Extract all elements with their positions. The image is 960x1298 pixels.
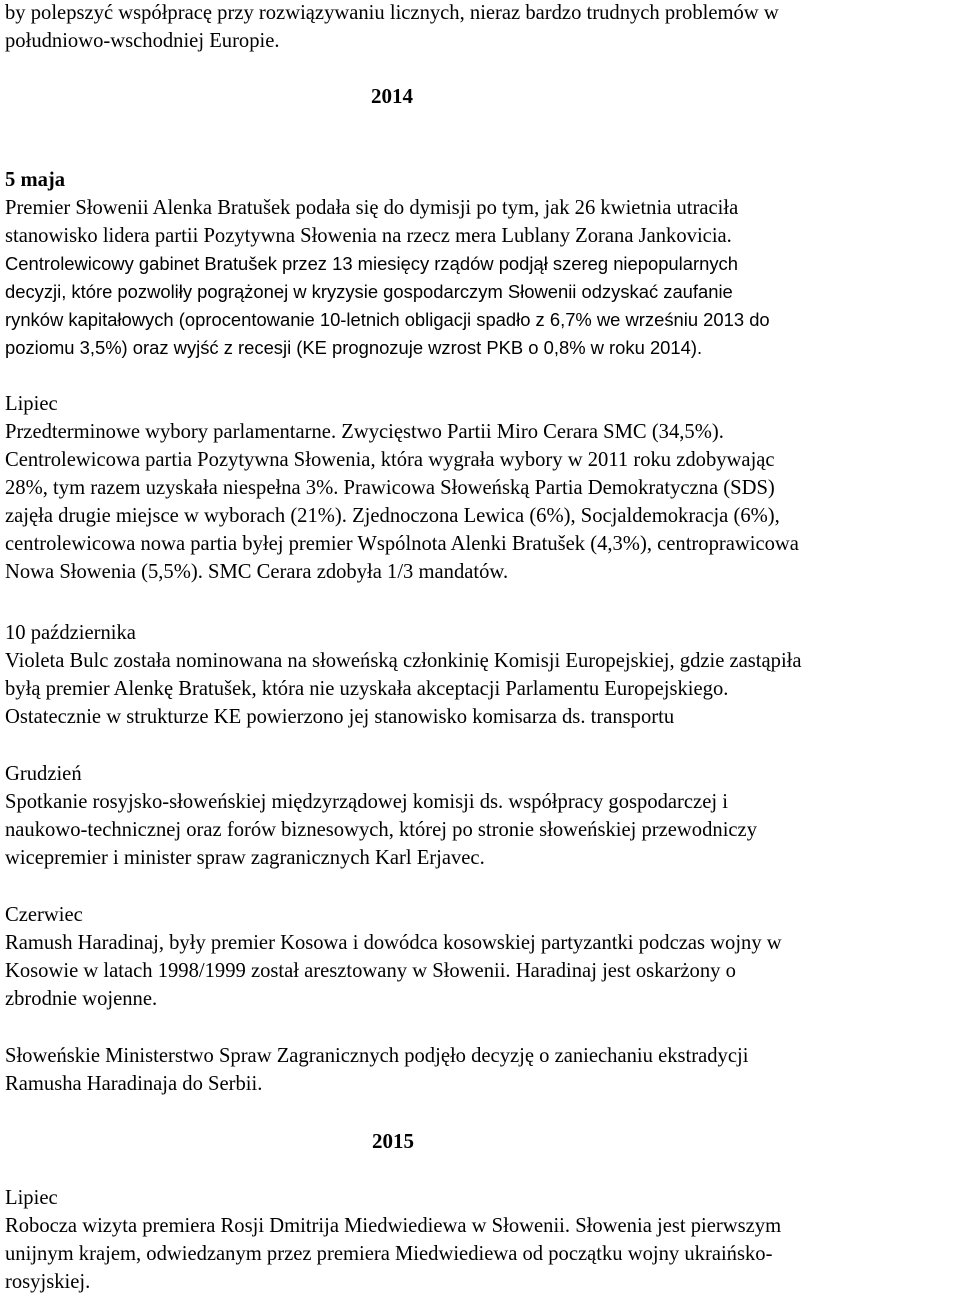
year-2015-heading: 2015 (372, 1129, 414, 1153)
intro-line-2: południowo-wschodniej Europie. (5, 30, 280, 52)
may5-line-4: decyzji, które pozwoliły pogrążonej w kryzysie gospodarczym Słowenii odzyskać zaufanie (5, 281, 733, 302)
july2015-heading: Lipiec (5, 1187, 58, 1209)
july-line-3: 28%, tym razem uzyskała niespełna 3%. Prawicowa Słoweńską Partia Demokratyczna (SDS) (5, 477, 775, 499)
may5-line-1: Premier Słowenii Alenka Bratušek podała się do dymisji po tym, jak 26 kwietnia utraciła (5, 197, 739, 219)
may5-heading: 5 maja (5, 169, 66, 191)
december-line-1: Spotkanie rosyjsko-słoweńskiej międzyrządowej komisji ds. współpracy gospodarczej i (5, 791, 728, 813)
july-line-4: zajęła drugie miejsce w wyborach (21%). Zjednoczona Lewica (6%), Socjaldemokracja (6%), (5, 505, 780, 527)
june-extra-line-2: Ramusha Haradinaja do Serbii. (5, 1073, 263, 1095)
july-line-5: centrolewicowa nowa partia byłej premier Wspólnota Alenki Bratušek (4,3%), centroprawicowa (5, 533, 799, 555)
july-line-1: Przedterminowe wybory parlamentarne. Zwycięstwo Partii Miro Cerara SMC (34,5%). (5, 421, 724, 443)
may5-line-5: rynków kapitałowych (oprocentowanie 10-letnich obligacji spadło z 6,7% we wrześniu 2013 do (5, 309, 770, 330)
july-line-6: Nowa Słowenia (5,5%). SMC Cerara zdobyła 1/3 mandatów. (5, 561, 509, 583)
july2015-line-1: Robocza wizyta premiera Rosji Dmitrija Miedwiediewa w Słowenii. Słowenia jest pierwszym (5, 1215, 782, 1237)
december-line-3: wicepremier i minister spraw zagranicznych Karl Erjavec. (5, 847, 485, 869)
july2015-line-3: rosyjskiej. (5, 1271, 91, 1293)
october10-line-2: byłą premier Alenkę Bratušek, która nie uzyskała akceptacji Parlamentu Europejskiego. (5, 678, 729, 700)
december-line-2: naukowo-technicznej oraz forów biznesowych, której po stronie słoweńskiej przewodniczy (5, 819, 757, 841)
june-line-2: Kosowie w latach 1998/1999 został aresztowany w Słowenii. Haradinaj jest oskarżony o (5, 960, 736, 982)
october10-line-1: Violeta Bulc została nominowana na słoweńską członkinię Komisji Europejskiej, gdzie zastąpiła (5, 650, 802, 672)
june-extra-line-1: Słoweńskie Ministerstwo Spraw Zagranicznych podjęło decyzję o zaniechaniu ekstradycji (5, 1045, 749, 1067)
july-heading: Lipiec (5, 393, 58, 415)
may5-line-6: poziomu 3,5%) oraz wyjść z recesji (KE prognozuje wzrost PKB o 0,8% w roku 2014). (5, 337, 703, 358)
july-line-2: Centrolewicowa partia Pozytywna Słowenia, która wygrała wybory w 2011 roku zdobywając (5, 449, 775, 471)
year-2014-heading: 2014 (371, 84, 413, 108)
october10-line-3: Ostatecznie w strukturze KE powierzono jej stanowisko komisarza ds. transportu (5, 706, 675, 728)
june-line-3: zbrodnie wojenne. (5, 988, 158, 1010)
october10-heading: 10 października (5, 622, 136, 644)
december-heading: Grudzień (5, 763, 82, 785)
may5-line-3: Centrolewicowy gabinet Bratušek przez 13 miesięcy rządów podjął szereg niepopularnych (5, 253, 738, 274)
intro-line-1: by polepszyć współpracę przy rozwiązywaniu licznych, nieraz bardzo trudnych problemów w (5, 2, 779, 24)
june-heading: Czerwiec (5, 904, 83, 926)
july2015-line-2: unijnym krajem, odwiedzanym przez premiera Miedwiediewa od początku wojny ukraińsko- (5, 1243, 773, 1265)
may5-line-2: stanowisko lidera partii Pozytywna Słowenia na rzecz mera Lublany Zorana Jankovicia. (5, 225, 732, 247)
june-line-1: Ramush Haradinaj, były premier Kosowa i dowódca kosowskiej partyzantki podczas wojny w (5, 932, 782, 954)
